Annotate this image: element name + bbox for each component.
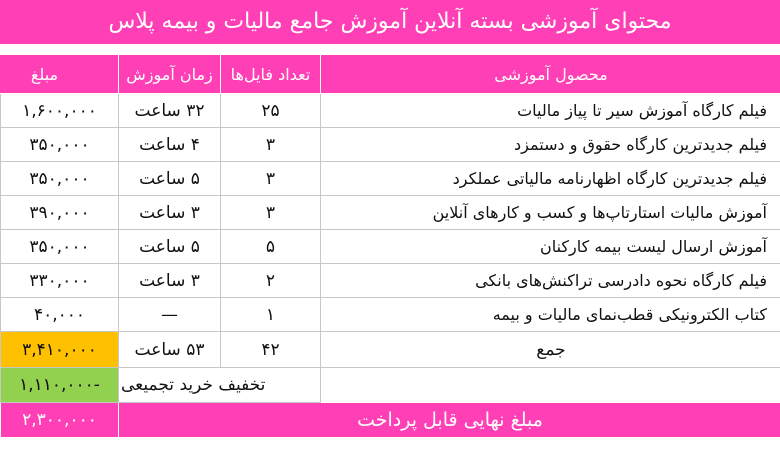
amount-cell: ۳۵۰,۰۰۰ — [1, 162, 119, 196]
time-cell: ۴ ساعت — [119, 128, 221, 162]
table-row — [0, 230, 780, 264]
amount-cell: ۳۹۰,۰۰۰ — [1, 196, 119, 230]
time-cell: ۵ ساعت — [119, 162, 221, 196]
header-product: محصول آموزشی — [321, 55, 780, 94]
header-amount: مبلغ — [0, 55, 119, 94]
table-row — [0, 196, 780, 230]
time-cell: ۳ ساعت — [119, 264, 221, 298]
discount-row — [0, 368, 780, 403]
product-cell: فیلم جدیدترین کارگاه اظهارنامه مالیاتی عملکرد — [321, 162, 780, 196]
time-cell: — — [119, 298, 221, 332]
product-cell: آموزش مالیات استارتاپ‌ها و کسب و کارهای آنلاین — [321, 196, 780, 230]
final-row — [0, 403, 780, 438]
table-row — [0, 162, 780, 196]
total-label: جمع — [321, 332, 780, 368]
amount-cell: ۴۰,۰۰۰ — [1, 298, 119, 332]
header-files: تعداد فایل‌ها — [221, 55, 321, 94]
files-cell: ۳ — [221, 128, 321, 162]
header-row — [0, 55, 780, 94]
files-cell: ۲ — [221, 264, 321, 298]
files-cell: ۲۵ — [221, 94, 321, 128]
files-cell: ۱ — [221, 298, 321, 332]
amount-cell: ۳۳۰,۰۰۰ — [1, 264, 119, 298]
amount-cell: ۳۵۰,۰۰۰ — [1, 230, 119, 264]
final-label: مبلغ نهایی قابل پرداخت — [119, 403, 780, 438]
discount-blank — [321, 368, 780, 403]
files-cell: ۵ — [221, 230, 321, 264]
time-cell: ۵ ساعت — [119, 230, 221, 264]
product-cell: فیلم کارگاه آموزش سیر تا پیاز مالیات — [321, 94, 780, 128]
header-time: زمان آموزش — [119, 55, 221, 94]
product-cell: فیلم جدیدترین کارگاه حقوق و دستمزد — [321, 128, 780, 162]
table-title: محتوای آموزشی بسته آنلاین آموزش جامع مالیات و بیمه پلاس — [0, 0, 780, 44]
table-row — [0, 264, 780, 298]
final-amount: ۲,۳۰۰,۰۰۰ — [1, 403, 119, 438]
total-files: ۴۲ — [221, 332, 321, 368]
files-cell: ۳ — [221, 196, 321, 230]
total-time: ۵۳ ساعت — [119, 332, 221, 368]
discount-amount: -۱,۱۱۰,۰۰۰ — [1, 368, 119, 403]
table-row — [0, 128, 780, 162]
discount-label: تخفیف خرید تجمیعی — [119, 368, 321, 403]
time-cell: ۳۲ ساعت — [119, 94, 221, 128]
amount-cell: ۱,۶۰۰,۰۰۰ — [1, 94, 119, 128]
amount-cell: ۳۵۰,۰۰۰ — [1, 128, 119, 162]
table-row — [0, 94, 780, 128]
product-cell: کتاب الکترونیکی قطب‌نمای مالیات و بیمه — [321, 298, 780, 332]
total-amount: ۳,۴۱۰,۰۰۰ — [1, 332, 119, 368]
files-cell: ۳ — [221, 162, 321, 196]
course-content-table — [0, 54, 780, 438]
total-row — [0, 332, 780, 368]
product-cell: آموزش ارسال لیست بیمه کارکنان — [321, 230, 780, 264]
table-row — [0, 298, 780, 332]
product-cell: فیلم کارگاه نحوه دادرسی تراکنش‌های بانکی — [321, 264, 780, 298]
time-cell: ۳ ساعت — [119, 196, 221, 230]
